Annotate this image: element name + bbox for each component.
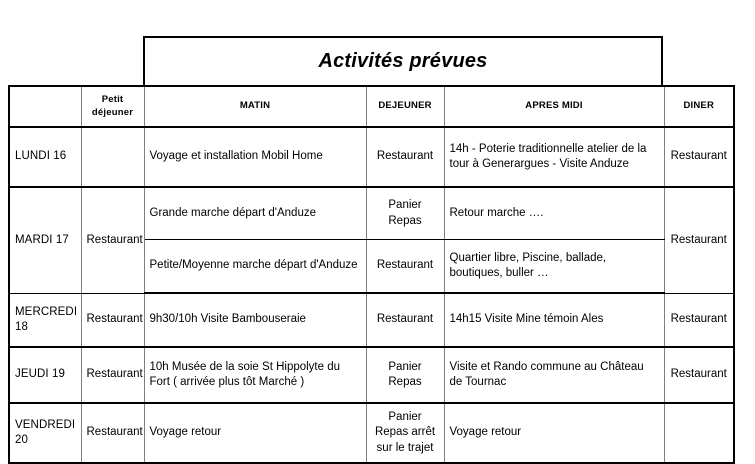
cell-dinner-mardi: Restaurant <box>664 187 734 293</box>
table-row <box>9 127 734 187</box>
schedule-table <box>8 85 735 464</box>
cell-afternoon-mardi-1: Retour marche …. <box>444 187 664 240</box>
column-header-dinner: DINER <box>664 86 734 127</box>
cell-morning-mercredi: 9h30/10h Visite Bambouseraie <box>144 293 366 347</box>
column-header-afternoon: APRES MIDI <box>444 86 664 127</box>
row-day-mercredi: MERCREDI 18 <box>9 293 81 347</box>
row-day-jeudi: JEUDI 19 <box>9 347 81 403</box>
column-header-breakfast: Petit déjeuner <box>81 86 144 127</box>
cell-breakfast-mercredi: Restaurant <box>81 293 144 347</box>
cell-lunch-jeudi: Panier Repas <box>366 347 444 403</box>
cell-morning-mardi-1: Grande marche départ d'Anduze <box>144 187 366 240</box>
cell-lunch-mardi-2: Restaurant <box>366 240 444 294</box>
table-row <box>9 187 734 240</box>
column-header-day <box>9 86 81 127</box>
cell-lunch-vendredi: Panier Repas arrêt sur le trajet <box>366 403 444 463</box>
table-row <box>9 293 734 347</box>
cell-dinner-vendredi <box>664 403 734 463</box>
cell-breakfast-jeudi: Restaurant <box>81 347 144 403</box>
cell-lunch-lundi: Restaurant <box>366 127 444 187</box>
cell-dinner-jeudi: Restaurant <box>664 347 734 403</box>
cell-lunch-mardi-1: Panier Repas <box>366 187 444 240</box>
schedule-table-container <box>8 85 733 464</box>
row-day-mardi: MARDI 17 <box>9 187 81 293</box>
row-day-lundi: LUNDI 16 <box>9 127 81 187</box>
cell-morning-jeudi: 10h Musée de la soie St Hippolyte du Fort ( arrivée plus tôt Marché ) <box>144 347 366 403</box>
cell-breakfast-mardi: Restaurant <box>81 187 144 293</box>
cell-afternoon-vendredi: Voyage retour <box>444 403 664 463</box>
page-title: Activités prévues <box>318 50 488 72</box>
column-header-lunch: DEJEUNER <box>366 86 444 127</box>
cell-dinner-mercredi: Restaurant <box>664 293 734 347</box>
cell-afternoon-lundi: 14h - Poterie traditionnelle atelier de la tour à Generargues - Visite Anduze <box>444 127 664 187</box>
cell-morning-lundi: Voyage et installation Mobil Home <box>144 127 366 187</box>
cell-afternoon-mercredi: 14h15 Visite Mine témoin Ales <box>444 293 664 347</box>
cell-afternoon-jeudi: Visite et Rando commune au Château de Tournac <box>444 347 664 403</box>
activities-title-banner <box>143 36 663 85</box>
cell-lunch-mercredi: Restaurant <box>366 293 444 347</box>
cell-afternoon-mardi-2: Quartier libre, Piscine, ballade, boutiques, buller … <box>444 240 664 294</box>
table-header-row <box>9 86 734 127</box>
table-row <box>9 347 734 403</box>
cell-morning-vendredi: Voyage retour <box>144 403 366 463</box>
column-header-morning: MATIN <box>144 86 366 127</box>
cell-breakfast-lundi <box>81 127 144 187</box>
table-row <box>9 403 734 463</box>
cell-morning-mardi-2: Petite/Moyenne marche départ d'Anduze <box>144 240 366 294</box>
cell-dinner-lundi: Restaurant <box>664 127 734 187</box>
cell-breakfast-vendredi: Restaurant <box>81 403 144 463</box>
row-day-vendredi: VENDREDI 20 <box>9 403 81 463</box>
